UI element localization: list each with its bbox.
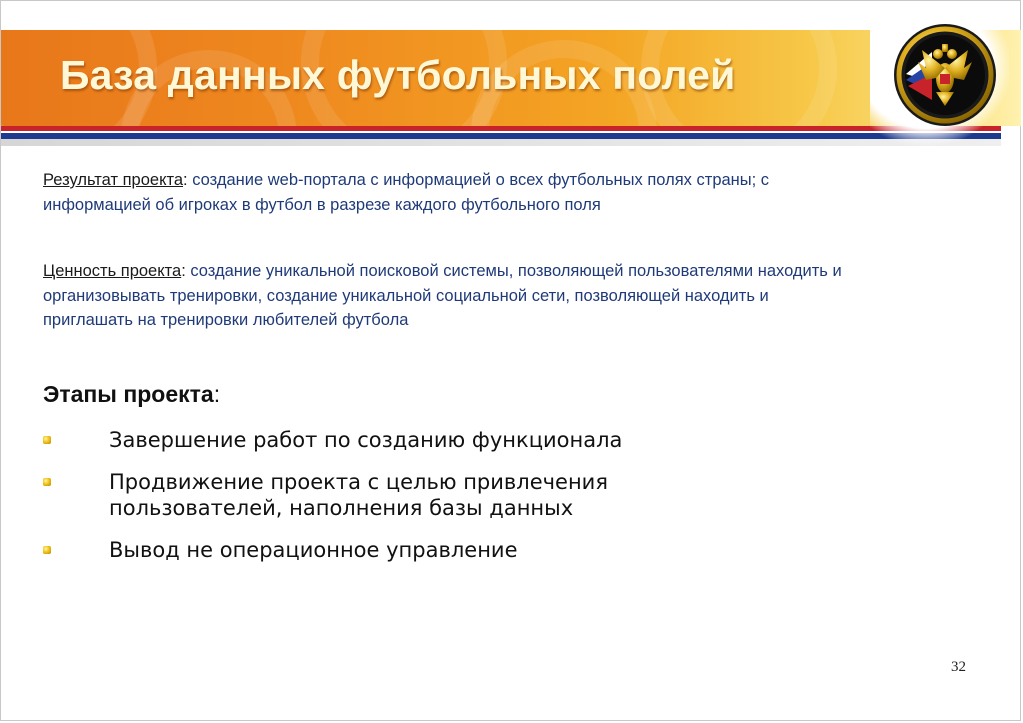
page-title: База данных футбольных полей [60, 52, 736, 98]
divider-shadow [1, 139, 1001, 146]
project-value [43, 259, 843, 333]
project-result-colon: : [183, 171, 188, 189]
project-result-label: Результат проекта [43, 171, 184, 189]
emblem-logo [892, 22, 998, 128]
project-result [43, 168, 843, 217]
page-number: 32 [951, 659, 966, 675]
stages-heading-colon: : [213, 381, 221, 407]
project-value-text: создание уникальной поисковой системы, позволяющей пользователями находить и организовывать тренировки, создание уникальной социальной сети, позволяющей находить и приглашать на тренировки любителей футбола [43, 262, 842, 329]
list-item-text: Вывод не операционное управление [109, 538, 518, 562]
list-item-text: Продвижение проекта с целью привлечения пользователей, наполнения базы данных [109, 470, 608, 520]
stages-heading [43, 381, 220, 408]
project-value-label: Ценность проекта [43, 262, 182, 280]
project-value-colon: : [181, 262, 186, 280]
project-result-text: создание web-портала с информацией о всех футбольных полях страны; с информацией об игроках в футбол в разрезе каждого футбольного поля [43, 171, 770, 214]
bullet-icon [43, 546, 51, 554]
stages-heading-text: Этапы проекта [43, 381, 214, 407]
list-item-text: Завершение работ по созданию функционала [109, 428, 623, 452]
bullet-icon [43, 436, 51, 444]
bullet-icon [43, 478, 51, 486]
